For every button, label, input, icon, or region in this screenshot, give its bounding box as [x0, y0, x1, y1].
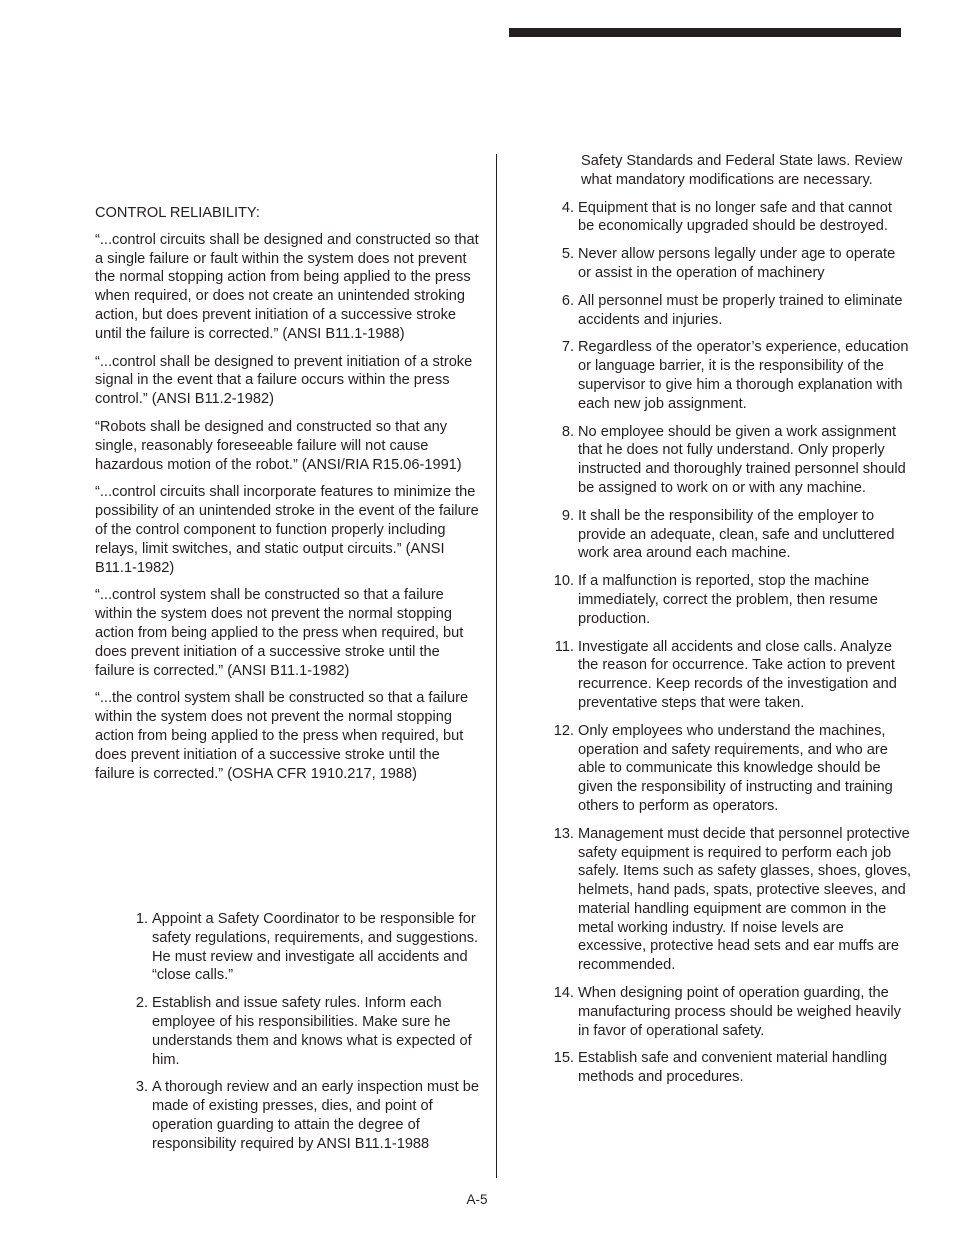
item-number: 4.	[561, 199, 574, 216]
list-item	[550, 572, 912, 628]
list-item	[550, 984, 912, 1040]
item-number: 13.	[553, 825, 574, 842]
item-text: Establish and issue safety rules. Inform each employee of his responsibilities. Make sure he understands them and knows what is expected of him.	[152, 995, 472, 1068]
list-item	[550, 292, 912, 330]
standard-quote: “...control circuits shall incorporate features to minimize the possibility of an unintended stroke in the event of the failure of the control component to function properly including relays, limit switches, and static output circuits.” (ANSI B11.1-1982)	[95, 484, 479, 576]
item-number: 9.	[561, 507, 574, 524]
standard-quote: “...control shall be designed to prevent initiation of a stroke signal in the event that a failure occurs within the press control.” (ANSI B11.2-1982)	[95, 353, 473, 408]
item-number: 2.	[135, 995, 148, 1012]
item-text: Appoint a Safety Coordinator to be responsible for safety regulations, requirements, and suggestions. He must review and investigate all accidents and “close calls.”	[152, 911, 479, 984]
list-item	[550, 825, 912, 975]
item-text: Only employees who understand the machines, operation and safety requirements, and who are able to communicate this knowledge should be given the responsibility of instructing and training others to perform as operators.	[578, 722, 893, 814]
list-item	[124, 994, 484, 1069]
item-number: 5.	[561, 246, 574, 263]
list-item	[124, 910, 484, 985]
item-text: Investigate all accidents and close calls. Analyze the reason for occurrence. Take action to prevent recurrence. Keep records of the investigation and preventative steps that were taken.	[578, 638, 897, 711]
item-number: 11.	[554, 638, 574, 655]
list-item	[550, 338, 912, 413]
page-number: A-5	[466, 1192, 488, 1207]
item-number: 14.	[553, 985, 574, 1002]
item-text: Never allow persons legally under age to operate or assist in the operation of machinery	[578, 246, 896, 281]
item-text: A thorough review and an early inspection must be made of existing presses, dies, and point of operation guarding to attain the degree of responsibility required by ANSI B11.1-1988	[152, 1079, 479, 1152]
standard-quote: “...control circuits shall be designed and constructed so that a single failure or fault within the system does not prevent the normal stopping action from being applied to the press when required, or does not create an unintended stroking action, but does prevent initiation of a successive stroke until the failure is corrected.” (ANSI B11.1-1988)	[95, 231, 479, 342]
control-reliability-section	[95, 204, 483, 792]
standard-quote: “...the control system shall be constructed so that a failure within the system does not prevent the normal stopping action from being applied to the press when required, but does prevent initiation of a successive stroke until the failure is corrected.” (OSHA CFR 1910.217, 1988)	[95, 690, 469, 782]
list-item	[124, 1078, 484, 1153]
section-heading: CONTROL RELIABILITY:	[95, 205, 260, 221]
item-number: 12.	[553, 722, 574, 739]
item-text: Establish safe and convenient material handling methods and procedures.	[578, 1050, 888, 1086]
item-text: Management must decide that personnel protective safety equipment is required to perform each job safely. Items such as safety glasses, shoes, gloves, helmets, hand pads, spats, protective sleeves, and material handling equipment are common in the metal working industry. If noise levels are excessive, protective head sets and ear muffs are recommended.	[578, 825, 912, 974]
list-item	[550, 507, 912, 563]
safety-list-right	[550, 152, 912, 1096]
item-number: 10.	[553, 573, 574, 590]
column-divider	[496, 154, 497, 1178]
item-number: 3.	[135, 1079, 148, 1096]
item-text: When designing point of operation guarding, the manufacturing process should be weighed heavily in favor of operational safety.	[578, 985, 901, 1039]
item-text: Equipment that is no longer safe and that cannot be economically upgraded should be destroyed.	[578, 199, 892, 235]
standard-quote: “...control system shall be constructed so that a failure within the system does not prevent the normal stopping action from being applied to the press when required, but does prevent initiation of a successive stroke until the failure is corrected.” (ANSI B11.1-1982)	[95, 587, 464, 679]
item-number: 1.	[135, 911, 148, 927]
item-continuation: Safety Standards and Federal State laws. Review what mandatory modifications are necessary.	[581, 153, 903, 188]
list-item	[550, 638, 912, 713]
item-number: 6.	[561, 292, 574, 309]
list-item	[550, 423, 912, 498]
item-text: It shall be the responsibility of the employer to provide an adequate, clean, safe and uncluttered work area around each machine.	[578, 507, 895, 562]
item-number: 8.	[561, 423, 574, 440]
item-text: If a malfunction is reported, stop the machine immediately, correct the problem, then resume production.	[578, 573, 878, 627]
item-number: 15.	[553, 1050, 574, 1067]
list-item	[550, 199, 912, 237]
list-item	[550, 245, 912, 283]
item-number: 7.	[561, 339, 574, 356]
standard-quote: “Robots shall be designed and constructed so that any single, reasonably foreseeable failure will not cause hazardous motion of the robot.” (ANSI/RIA R15.06-1991)	[95, 418, 462, 473]
list-item	[550, 1049, 912, 1087]
item-text: Regardless of the operator’s experience, education or language barrier, it is the responsibility of the supervisor to give him a thorough explanation with each new job assignment.	[578, 339, 909, 412]
list-item	[550, 722, 912, 816]
safety-list-left	[124, 910, 484, 1163]
header-rule	[509, 28, 901, 37]
item-text: All personnel must be properly trained to eliminate accidents and injuries.	[578, 292, 903, 328]
item-text: No employee should be given a work assignment that he does not fully understand. Only properly instructed and thoroughly trained personnel should be assigned to work on or with any machine.	[578, 423, 906, 496]
